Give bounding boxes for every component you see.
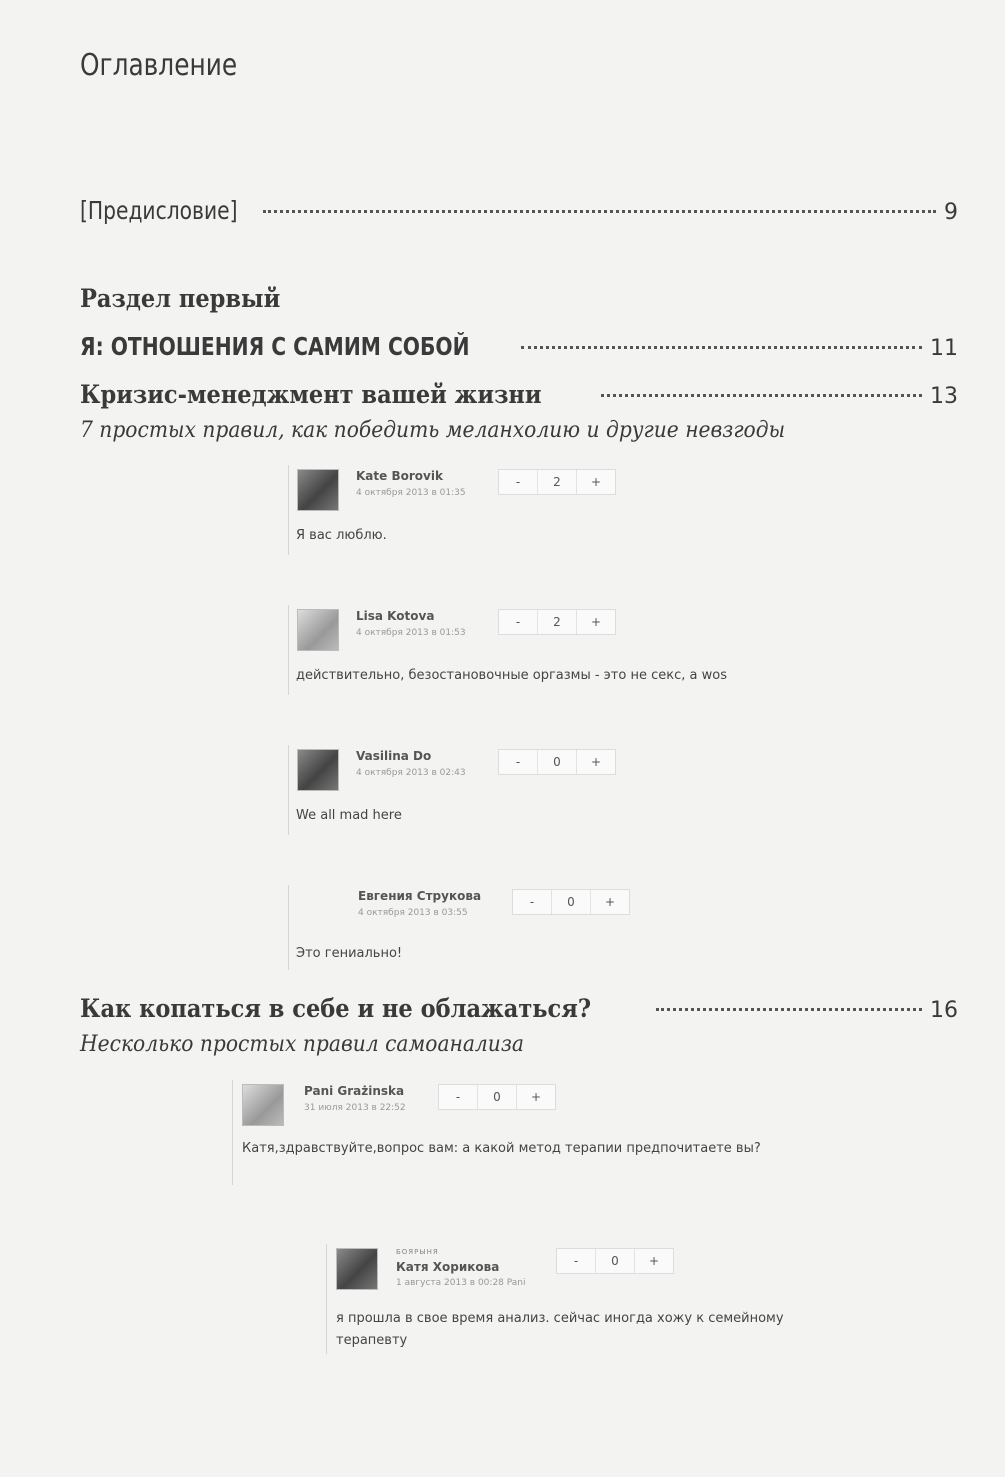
vote-score: 0 (551, 890, 591, 914)
vote-score: 0 (595, 1249, 635, 1273)
toc-entry-chapter-1[interactable] (80, 380, 958, 414)
vote-up-button[interactable]: + (530, 1090, 542, 1104)
dot-leader (601, 394, 922, 397)
toc-page-number: 11 (930, 336, 958, 361)
chapter-1-subtitle: 7 простых правил, как победить меланхолию и другие невзгоды (80, 418, 786, 443)
comment-rail (326, 1244, 327, 1354)
vote-up-button[interactable]: + (590, 475, 602, 489)
vote-control (512, 889, 630, 915)
comment-text: We all mad here (296, 808, 402, 823)
toc-page-number: 9 (944, 200, 958, 225)
user-avatar-icon[interactable] (297, 609, 339, 651)
vote-score: 0 (477, 1085, 517, 1109)
vote-up-button[interactable]: + (604, 895, 616, 909)
comment-card (288, 885, 768, 970)
dot-leader (263, 210, 936, 213)
vote-up-button[interactable]: + (590, 615, 602, 629)
user-role-badge: БОЯРЫНЯ (396, 1248, 439, 1256)
vote-down-button[interactable]: - (515, 615, 521, 629)
toc-page-number: 13 (930, 384, 958, 409)
comment-card (326, 1244, 846, 1354)
comment-author[interactable]: Pani Grażinska (304, 1084, 405, 1098)
section-label: Раздел первый (80, 284, 281, 313)
comment-author[interactable]: Катя Хорикова (396, 1260, 500, 1274)
vote-score: 0 (537, 750, 577, 774)
toc-label: [Предисловие] (80, 196, 238, 225)
toc-entry-part[interactable] (80, 332, 958, 366)
vote-control (498, 609, 616, 635)
vote-control (498, 469, 616, 495)
comment-date: 4 октября 2013 в 01:35 (356, 488, 466, 498)
vote-score: 2 (537, 470, 577, 494)
comment-author[interactable]: Kate Borovik (356, 469, 443, 483)
toc-page-number: 16 (930, 998, 958, 1023)
dot-leader (656, 1008, 922, 1011)
comment-date: 4 октября 2013 в 02:43 (356, 768, 466, 778)
comment-rail (288, 885, 289, 970)
toc-label: Кризис-менеджмент вашей жизни (80, 380, 542, 409)
comment-author[interactable]: Vasilina Do (356, 749, 432, 763)
vote-down-button[interactable]: - (515, 475, 521, 489)
comment-card (288, 745, 708, 835)
comment-date: 4 октября 2013 в 01:53 (356, 628, 466, 638)
user-avatar-icon[interactable] (242, 1084, 284, 1126)
user-avatar-icon[interactable] (297, 469, 339, 511)
comment-date: 1 августа 2013 в 00:28 Pani (396, 1278, 526, 1288)
user-avatar-icon[interactable] (336, 1248, 378, 1290)
toc-entry-chapter-2[interactable] (80, 994, 958, 1028)
comment-author[interactable]: Lisa Kotova (356, 609, 435, 623)
toc-entry-foreword[interactable] (80, 196, 958, 230)
comment-date: 4 октября 2013 в 03:55 (358, 908, 468, 918)
comment-text: Я вас люблю. (296, 528, 387, 543)
vote-up-button[interactable]: + (590, 755, 602, 769)
comment-date: 31 июля 2013 в 22:52 (304, 1103, 406, 1113)
toc-label: Я: ОТНОШЕНИЯ С САМИМ СОБОЙ (80, 332, 470, 361)
comment-text: действительно, безостановочные оргазмы - это не секс, а wos (296, 668, 727, 683)
toc-label: Как копаться в себе и не облажаться? (80, 994, 592, 1023)
page-title: Оглавление (80, 48, 238, 83)
vote-score: 2 (537, 610, 577, 634)
vote-down-button[interactable]: - (455, 1090, 461, 1104)
comment-rail (288, 745, 289, 835)
comment-card (232, 1080, 792, 1185)
comment-rail (288, 605, 289, 695)
comment-text: я прошла в свое время анализ. сейчас иногда хожу к семейному терапевту (336, 1311, 784, 1348)
vote-control (438, 1084, 556, 1110)
comment-rail (232, 1080, 233, 1185)
vote-control (556, 1248, 674, 1274)
user-avatar-icon[interactable] (297, 749, 339, 791)
comment-card (288, 605, 768, 695)
dot-leader (521, 346, 922, 349)
comment-card (288, 465, 708, 555)
vote-control (498, 749, 616, 775)
comment-text: Это гениально! (296, 946, 403, 961)
vote-up-button[interactable]: + (648, 1254, 660, 1268)
vote-down-button[interactable]: - (573, 1254, 579, 1268)
comment-author[interactable]: Евгения Струкова (358, 889, 482, 903)
vote-down-button[interactable]: - (515, 755, 521, 769)
chapter-2-subtitle: Несколько простых правил самоанализа (80, 1032, 524, 1057)
comment-rail (288, 465, 289, 555)
vote-down-button[interactable]: - (529, 895, 535, 909)
comment-text: Катя,здравствуйте,вопрос вам: а какой метод терапии предпочитаете вы? (242, 1141, 761, 1156)
